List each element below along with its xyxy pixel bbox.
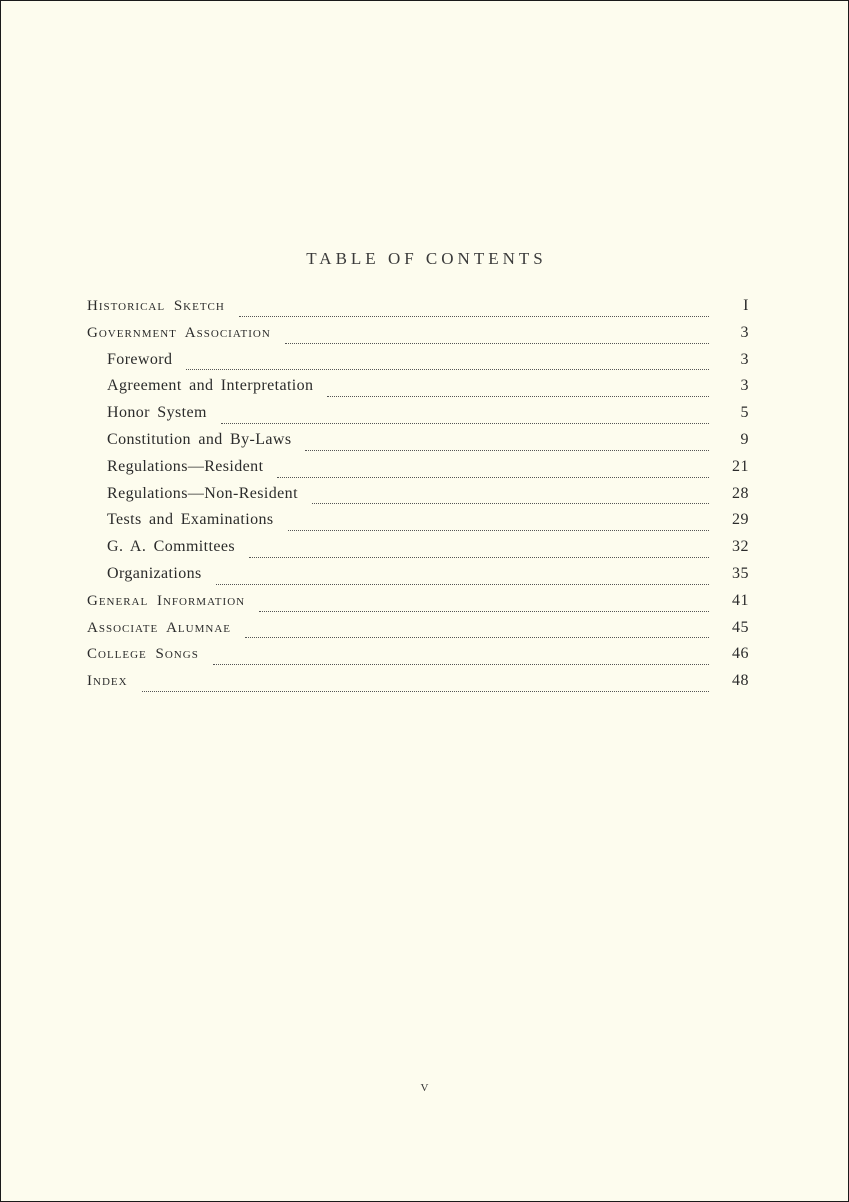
toc-entry-page: 5 bbox=[740, 404, 749, 422]
toc-entry-page: 3 bbox=[740, 377, 749, 395]
toc-entry-page: 28 bbox=[732, 484, 749, 502]
toc-entry-label: G. A. Committees bbox=[107, 538, 235, 556]
toc-entry-page: 3 bbox=[740, 350, 749, 368]
toc-entry-label: Regulations—Resident bbox=[107, 457, 264, 475]
leader-dots bbox=[305, 450, 709, 451]
toc-entry-label: College Songs bbox=[87, 646, 199, 663]
toc-entry-label: Associate Alumnae bbox=[87, 619, 231, 636]
leader-dots bbox=[221, 423, 709, 424]
toc-entry-label: Foreword bbox=[107, 350, 173, 368]
toc-entry-label: Regulations—Non-Resident bbox=[107, 484, 298, 502]
leader-dots bbox=[249, 557, 709, 558]
table-of-contents bbox=[87, 297, 749, 699]
toc-entry bbox=[87, 431, 749, 458]
toc-entry-page: 41 bbox=[732, 591, 749, 609]
toc-entry bbox=[87, 351, 749, 378]
leader-dots bbox=[288, 530, 709, 531]
leader-dots bbox=[213, 664, 709, 665]
leader-dots bbox=[245, 637, 709, 638]
toc-entry-label: Tests and Examinations bbox=[107, 511, 274, 529]
toc-entry-label: Constitution and By-Laws bbox=[107, 430, 292, 448]
leader-dots bbox=[327, 396, 709, 397]
leader-dots bbox=[186, 369, 709, 370]
toc-entry bbox=[87, 297, 749, 324]
toc-entry bbox=[87, 404, 749, 431]
toc-entry-page: 48 bbox=[732, 672, 749, 690]
toc-entry bbox=[87, 565, 749, 592]
page-number: v bbox=[420, 1078, 429, 1095]
toc-entry-label: Organizations bbox=[107, 564, 202, 582]
toc-entry bbox=[87, 324, 749, 351]
toc-entry-page: 32 bbox=[732, 538, 749, 556]
toc-entry bbox=[87, 645, 749, 672]
toc-entry-page: 46 bbox=[732, 645, 749, 663]
leader-dots bbox=[312, 503, 709, 504]
page-title: TABLE OF CONTENTS bbox=[306, 249, 547, 268]
toc-entry-label: Honor System bbox=[107, 404, 207, 422]
toc-entry-label: Agreement and Interpretation bbox=[107, 377, 314, 395]
toc-entry bbox=[87, 592, 749, 619]
toc-entry-label: Index bbox=[87, 673, 128, 690]
toc-entry bbox=[87, 377, 749, 404]
toc-entry-page: 9 bbox=[740, 430, 749, 448]
toc-entry bbox=[87, 511, 749, 538]
toc-entry bbox=[87, 458, 749, 485]
toc-entry-page: 21 bbox=[732, 457, 749, 475]
toc-entry-page: 3 bbox=[740, 323, 749, 341]
leader-dots bbox=[142, 691, 709, 692]
leader-dots bbox=[277, 477, 709, 478]
toc-entry-page: 35 bbox=[732, 564, 749, 582]
toc-entry bbox=[87, 619, 749, 646]
leader-dots bbox=[285, 343, 709, 344]
leader-dots bbox=[259, 611, 709, 612]
toc-entry-page: 45 bbox=[732, 618, 749, 636]
toc-entry-page: I bbox=[743, 297, 749, 314]
leader-dots bbox=[239, 316, 709, 317]
toc-entry-label: Government Association bbox=[87, 324, 271, 341]
toc-entry-label: General Information bbox=[87, 592, 246, 609]
toc-entry bbox=[87, 538, 749, 565]
toc-entry-page: 29 bbox=[732, 511, 749, 529]
toc-entry bbox=[87, 672, 749, 699]
toc-entry bbox=[87, 485, 749, 512]
toc-entry-label: Historical Sketch bbox=[87, 298, 225, 314]
leader-dots bbox=[216, 584, 709, 585]
